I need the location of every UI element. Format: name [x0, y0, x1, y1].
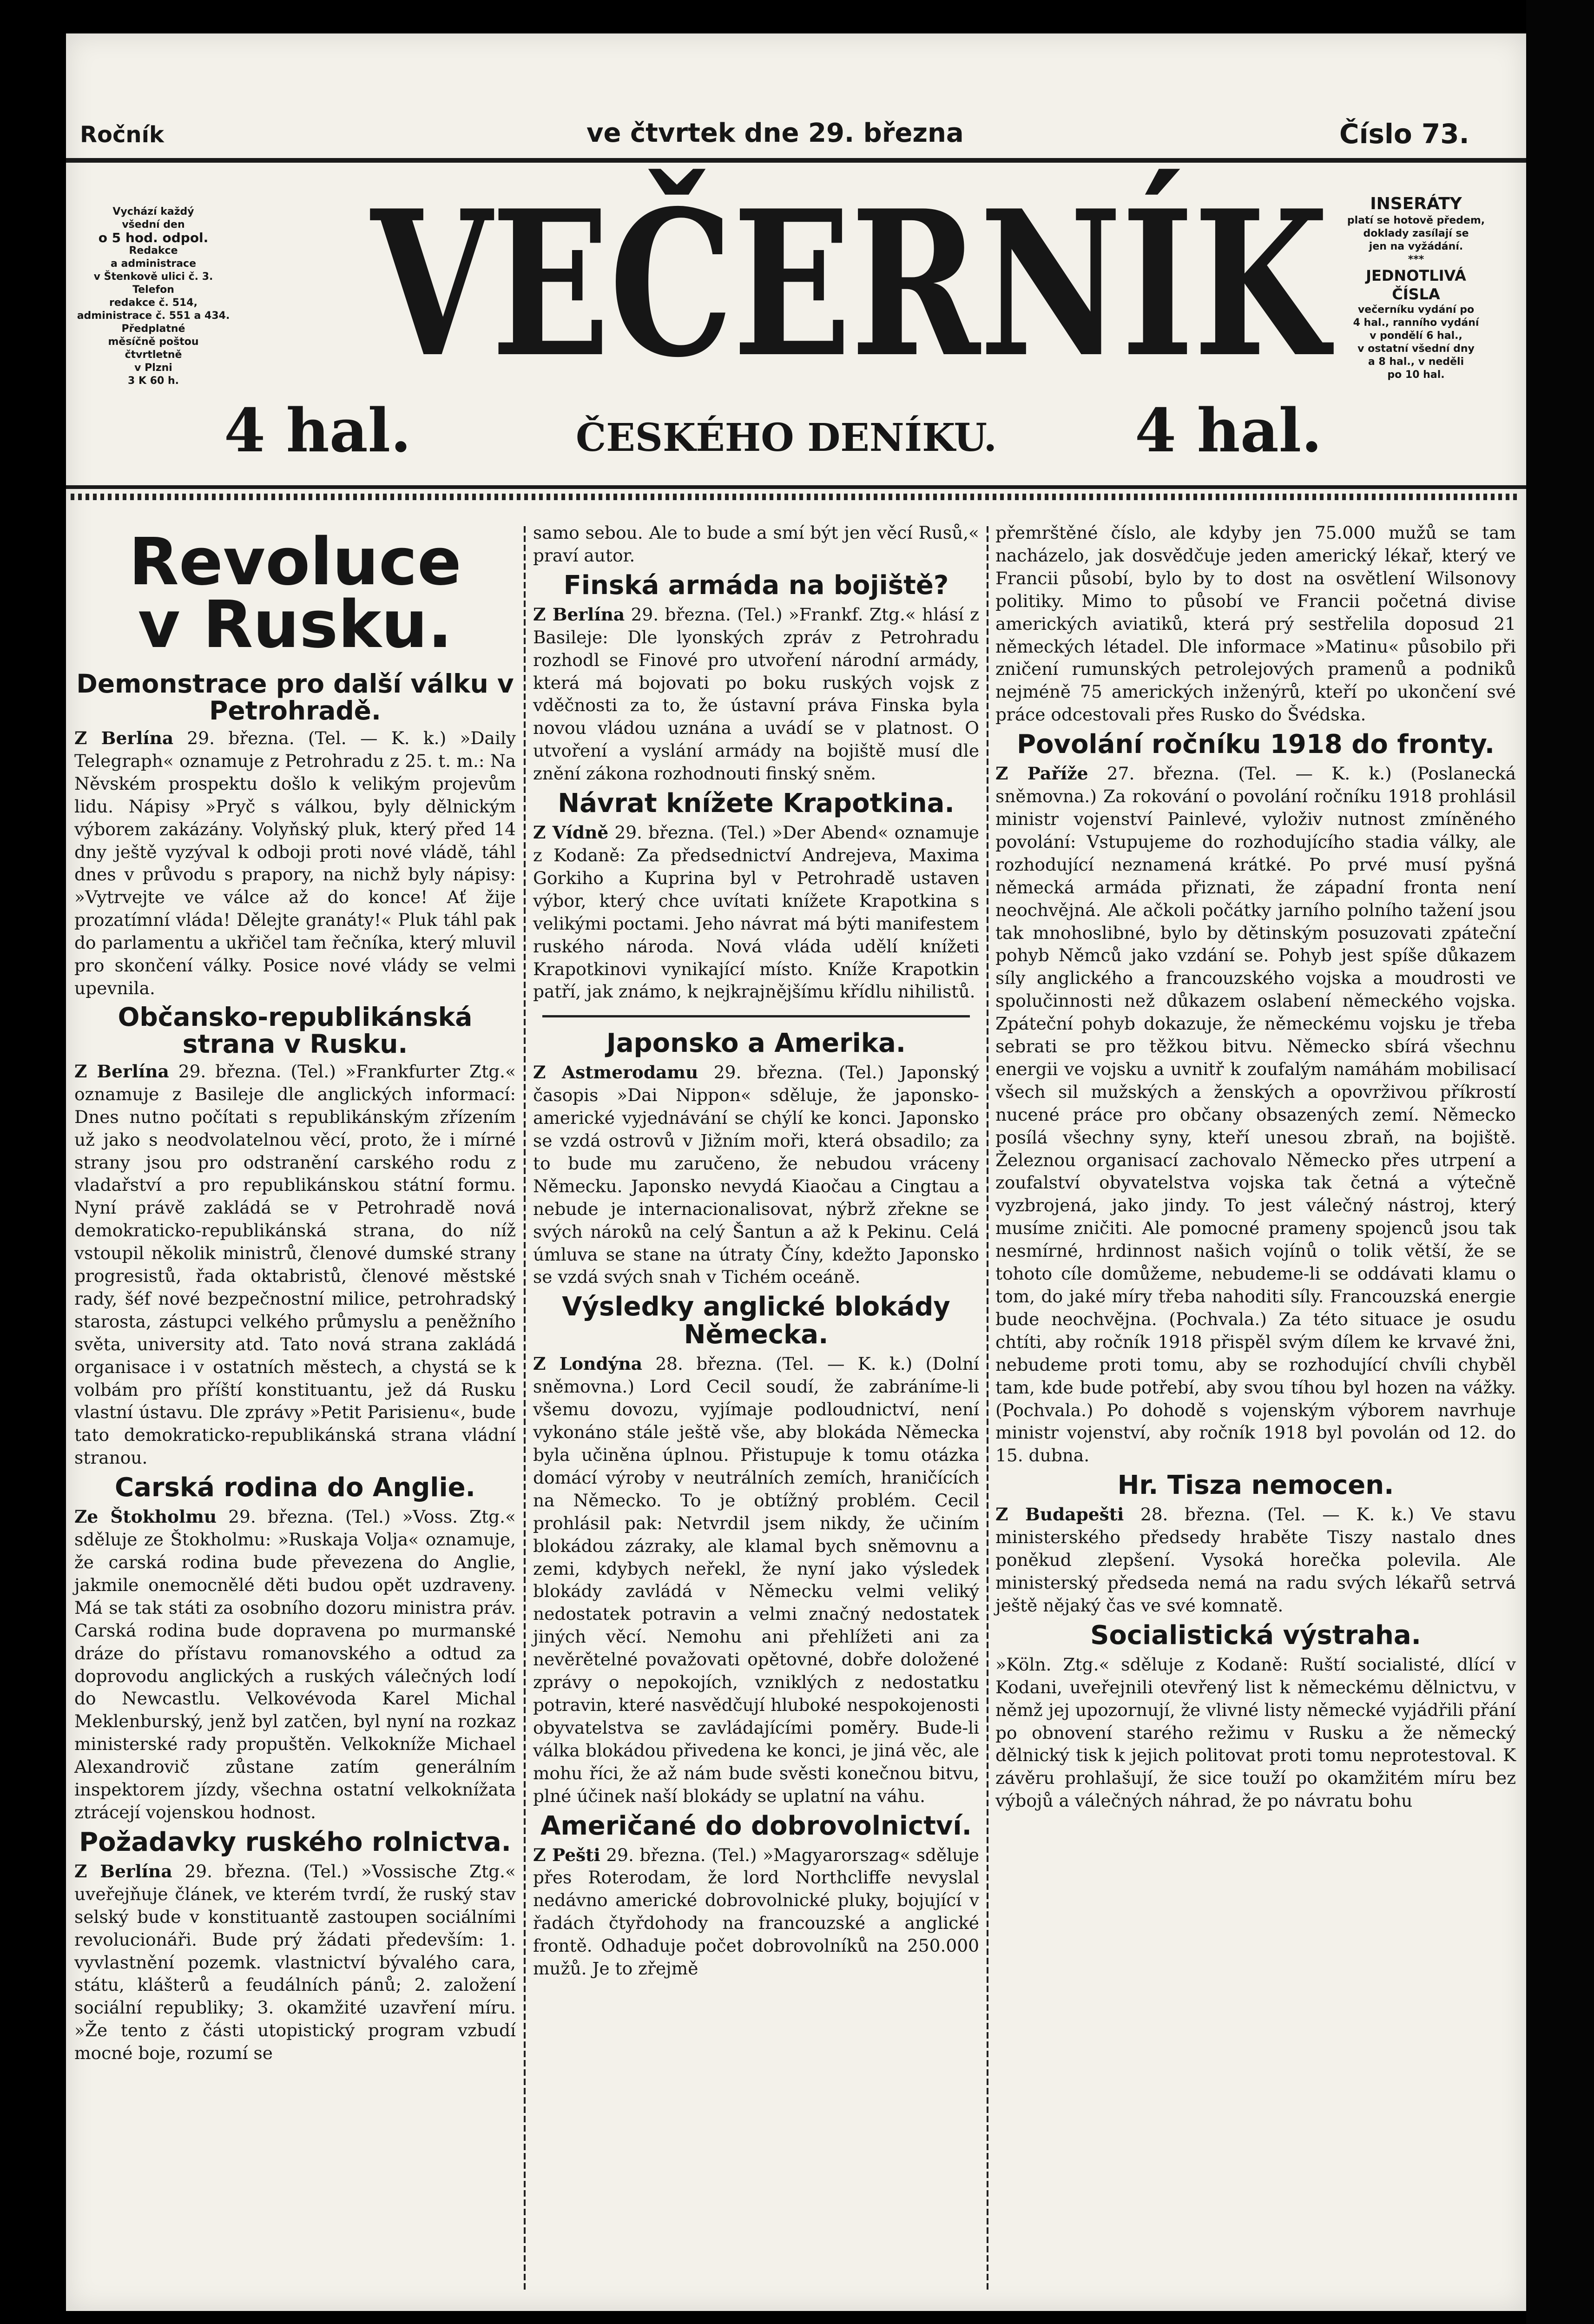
article-pozadavky [74, 1860, 516, 2065]
article-povolani [995, 762, 1516, 1467]
dateline: Z Astmerodamu [533, 1062, 698, 1083]
masthead-subtitle: ČESKÉHO DENÍKU. [575, 416, 997, 460]
info-line: a 8 hal., v neděli [1368, 356, 1464, 368]
headline-finska: Finská armáda na bojiště? [563, 570, 949, 601]
info-line: jen na vyžádání. [1369, 241, 1463, 252]
article-social: »Köln. Ztg.« sděluje z Kodaně: Ruští socialisté, dlící v Kodani, uveřejnili otevřený list k německému dělnictvu, v němž jej upozornují, že vlivné listy německé vyjádřili přání po obnovení starého režimu v Rusku a že německý dělnický tisk k jejich politovat proti tomu neprotestoval. K závěru prohlašují, že sice touží po okamžitém míru bez výbojů a válečných náhrad, že po návratu bohu [995, 1654, 1516, 1811]
left-info-box [74, 205, 232, 388]
article-americani [533, 1844, 979, 1980]
info-line: po 10 hal. [1387, 369, 1445, 381]
article-text: 28. března. (Tel. — K. k.) Ve stavu ministerského předsedy hraběte Tiszy nastalo dnes poněkud zlepšení. Vysoká horečka polevila. Ale ministerský předseda nemá na radu svých lékařů setrvá ještě nějaký čas ve své komnatě. [995, 1504, 1516, 1616]
price-right: 4 hal. [1135, 396, 1322, 466]
info-line: a administrace [110, 258, 197, 270]
headline-japonsko: Japonsko a Amerika. [606, 1028, 906, 1059]
article-tisza [995, 1503, 1516, 1617]
article-text: 29. března. (Tel.) »Frankf. Ztg.« hlásí z Basileje: Dle lyonských zpráv z Petrohradu rozhodl se Finové pro utvoření národní armády, která má bojovati po boku ruských vojsk z vděčnosti za to, že ústavní práva Finska byla novou vládou uznána a uvádí se v platnost. O utvoření a vyslání armády na bojiště musí dle znění zákona rozhodnouti finský sněm. [533, 604, 979, 784]
info-line: měsíčně poštou [108, 336, 199, 348]
dateline: Z Berlína [533, 604, 625, 625]
article-carska [74, 1505, 516, 1824]
dateline: Z Berlína [74, 728, 174, 748]
main-headline-line-2: v Rusku. [138, 587, 453, 663]
info-line: doklady zasílají se [1363, 228, 1469, 239]
article-text: 29. března. (Tel.) »Der Abend« oznamuje z Kodaně: Za předsednictví Andrejeva, Maxima Gorkiho a Kuprina byl v Petrohradě ustaven výbor, který chce uvítati knížete Krapotkina s velikými poctami. Jeho návrat má býti manifestem ruského národa. Nová vláda udělí knížeti Krapotkinovi vynikající místo. Kníže Krapotkin patří, jak známo, k nejkrajnějšímu křídlu nihilistů. [533, 822, 979, 1002]
info-line: v pondělí 6 hal., [1370, 330, 1462, 342]
newspaper-page [66, 33, 1526, 2311]
column-divider [987, 526, 988, 2292]
header-rule [66, 158, 1526, 163]
info-line: Redakce [129, 245, 178, 257]
article-obcansko [74, 1060, 516, 1469]
info-line: všední den [122, 219, 185, 231]
dateline: Z Pešti [533, 1844, 600, 1865]
headline-pozadavky: Požadavky ruského rolnictva. [79, 1827, 511, 1857]
header-issue-number: Číslo 73. [1339, 118, 1469, 150]
dateline: Z Vídně [533, 822, 609, 843]
info-line: platí se hotově předem, [1347, 215, 1485, 226]
headline-obcansko: Občansko-republikánská strana v Rusku. [118, 1002, 473, 1059]
info-line: 4 hal., ranního vydání [1353, 317, 1479, 329]
scan-border [1526, 0, 1594, 2324]
article-text: 29. března. (Tel.) Japonský časopis »Dai Nippon« sděluje, že japonsko-americké vyjednávání se chýlí ke konci. Japonsko se vzdá ostrovů v Jižním moři, která obsadilo; za to bude mu zaručeno, že nebudou vráceny Německu. Japonsko nevydá Kiaočau a Cingtau a nebude je internacionalisovat, nýbrž zřekne se svých nároků na celý Šantun a až k Pekinu. Celá úmluva se stane na útraty Číny, kdežto Japonsko se vzdá svých snah v Tichém oceáně. [533, 1062, 979, 1287]
info-line: 3 K 60 h. [128, 375, 179, 387]
headline-navrat: Návrat knížete Krapotkina. [558, 788, 955, 819]
info-line: administrace č. 551 a 434. [77, 310, 230, 322]
headline-povolani: Povolání ročníku 1918 do fronty. [1016, 729, 1495, 760]
article-text: 29. března. (Tel.) »Voss. Ztg.« sděluje ze Štokholmu: »Ruskaja Volja« oznamuje, že carská rodina bude převezena do Anglie, jakmile onemocnělé děti budou opět uzdraveny. Má se tak státi za osobního dozoru ministra práv. Carská rodina bude dopravena po murmanské dráze do přístavu romanovského a odtud za doprovodu anglických a ruských válečných lodí do Newcastlu. Velkovévoda Karel Michal Meklenburský, jenž byl zatčen, byl nyní na rozkaz ministerské rady propuštěn. Velkokníže Michael Alexandrovič zůstane zatím generálním inspektorem jízdy, všechna ostatní velkoknížata ztrácejí vojenskou hodnost. [74, 1506, 516, 1822]
headline-demonstrace: Demonstrace pro další válku v Petrohradě. [76, 669, 514, 726]
info-line: JEDNOTLIVÁ [1366, 267, 1466, 284]
dateline: Z Budapešti [995, 1504, 1124, 1525]
dateline: Z Berlína [74, 1861, 172, 1882]
main-headline-line-1: Revoluce [129, 524, 461, 600]
info-line: INSERÁTY [1370, 194, 1462, 213]
headline-tisza: Hr. Tisza nemocen. [1117, 1470, 1394, 1501]
info-line: o 5 hod. odpol. [98, 230, 209, 245]
column-3 [995, 522, 1516, 1812]
column-1 [74, 522, 516, 2065]
price-left: 4 hal. [224, 396, 411, 466]
info-line: v ostatní všední dny [1357, 343, 1475, 355]
article-text: 29. března. (Tel. — K. k.) »Daily Telegraph« oznamuje z Petrohradu z 25. t. m.: Na Něvském prospektu došlo k velikým projevům lidu. Nápisy »Pryč s válkou, byly dělnickým výborem zakázány. Volyňský pluk, který před 14 dny ještě vyzýval k odboji proti nové vládě, táhl dnes v průvodu s prapory, na nichž byly nápisy: »Vytrvejte ve válce až do konce! Ať žije prozatímní vláda! Dělejte granáty!« Pluk táhl pak do parlamentu a ukřičel tam řečníka, který mluvil pro skončení války. Posice nové vlády se velmi upevnila. [74, 728, 516, 998]
headline-carska: Carská rodina do Anglie. [115, 1472, 475, 1503]
info-line: Předplatné [121, 323, 185, 335]
info-line: Telefon [132, 284, 174, 296]
article-navrat [533, 821, 979, 1003]
info-line: Vychází každý [112, 206, 194, 218]
article-text: 29. března. (Tel.) »Vossische Ztg.« uveřejňuje článek, ve kterém tvrdí, že ruský stav selský bude v konstituantě zastoupen sociálními revolucionáři. Bude prý žádati především: 1. vyvlastnění pozemk. vlastnictví bývalého cara, státu, klášterů a feudálních pánů; 2. založení sociální republiky; 3. okamžité uzavření míru. »Že tento z části utopistický program vzbudí mocné boje, rozumí se [74, 1861, 516, 2064]
headline-vysledky: Výsledky anglické blokády Německa. [562, 1292, 950, 1350]
dateline: Z Londýna [533, 1353, 643, 1374]
section-rule [542, 1015, 970, 1017]
article-text: 29. března. (Tel.) »Frankfurter Ztg.« oznamuje z Basileje dle anglických informací: Dnes nutno počítati s republikánským zřízením už jako s neodvolatelnou věcí, proto, že i mírné strany jsou pro odstranění carského rodu z vladařství a pro republikánskou státní formu. Nyní právě zakládá se v Petrohradě nová demokraticko-republikánská strana, do níž vstoupil několik ministrů, členové dumské strany progresistů, řada oktabristů, členové městské rady, šéf nové bezpečnostní milice, petrohradský starosta, zástupci velkého průmyslu a peněžního světa, university atd. Tato nová strana zakládá organisace i v ostatních městech, a chystá se k volbám pro příští konstituantu, jež dá Rusku vlastní ústavu. Dle zprávy »Petit Parisienu«, bude tato demokraticko-republikánská strana vládní stranou. [74, 1061, 516, 1468]
article-text: 27. března. (Tel. — K. k.) (Poslanecká sněmovna.) Za rokování o povolání ročníku 1918 prohlásil ministr vojenství Painlevé, vyloživ nutnost zmíněného povolání: Vstupujeme do rozhodujícího stadia války, ale rozhodující neznamená krátké. Po prvé musí pyšná německá armáda přiznati, že západní fronta není neochvějná. Ale ačkoli počátky jarního polního tažení jsou tak mnohoslibné, bylo by dětinským posuzovati zpáteční pohyb Němců jako vzdání se. Pohyb jest spíše důkazem síly anglického a francouzského vojska a moudrosti ve spolučinnosti než důkazem oslabení německého vojska. Zpáteční pohyb dokazuje, že německému vojsku je třeba sebrati se pro těžkou bitvu. Německo sbírá všechnu energii ve vojsku a uvnitř k zoufalým namáhám mobilisací všech sil mužských a ženských a opovrživou příkrostí nucené práce pro občany obsazených zemí. Německo posílá všechny syny, kteří unesou zbraň, na bojiště. Železnou organisací zachovalo Německo přes utrpení a zoufalství obyvatelstva vojska tak četná a výtečně vyzbrojená, jako jindy. To jest válečný nástroj, který musíme zničiti. Ale pomocné prameny spojenců jsou tak nesmírné, hrdinnost našich vojínů o tolik větší, že se tohoto cíle domůžeme, nebudeme-li se oddávati klamu o tom, do jaké míry třeba nahoditi síly. Francouzská energie bude neochvějna. (Pochvala.) Za této situace je osudu chtíti, aby ročník 1918 přispěl svým dílem ke krvavé žni, nebudeme proti tomu, aby se rozhodující chvíli chyběl tam, kde bude potřebí, aby svou tíhou byl hozen na vážky. (Pochvala.) Po dohodě s vojenským výborem navrhuje ministr vojenství, aby ročník 1918 byl povolán od 12. do 15. dubna. [995, 763, 1516, 1466]
info-line: večerníku vydání po [1357, 304, 1475, 316]
info-line: redakce č. 514, [109, 297, 198, 309]
dateline: Ze Štokholmu [74, 1506, 217, 1527]
headline-social: Socialistická výstraha. [1090, 1620, 1421, 1651]
article-text: 28. března. (Tel. — K. k.) (Dolní sněmovna.) Lord Cecil soudí, že zabráníme-li všemu dovozu, vyjímaje podloudnictví, není vykonáno stále ještě vše, aby blokáda Německa byla učiněna úplnou. Přistupuje k tomu otázka domácí výroby v neutrálních zemích, hraničících na Německo. To je obtížný problém. Cecil prohlásil pak: Netvrdil jsem nikdy, že učiním blokádou zázraky, ale klamal bych sněmovnu a zemi, kdybych neřekl, že nyní jako výsledek blokády zavládá v Německu velmi veliký nedostatek potravin a velmi značný nedostatek jiných věcí. Nemohu ani přehlížeti ani za nevěrětelné považovati opětovné, dobře doložené zprávy o nepokojích, vzniklých z nedostatku potravin, které nasvědčují hluboké nespokojenosti obyvatelstva se zavládajícími poměry. Bude-li válka blokádou přivedena ke konci, je jiná věc, ale mohu říci, že až nám bude svěsti konečnou bitvu, plné účinek naší blokády se uplatní na váhu. [533, 1353, 979, 1806]
article-demonstrace [74, 727, 516, 1000]
header-date: ve čtvrtek dne 29. března [586, 118, 964, 148]
info-line: v Plzni [134, 362, 172, 374]
column-2 [533, 522, 979, 1980]
dateline: Z Paříže [995, 763, 1088, 784]
dateline: Z Berlína [74, 1061, 169, 1082]
info-line: *** [1408, 254, 1424, 265]
masthead-title: VEČERNÍK [371, 167, 1328, 402]
article-continuation: přemrštěné číslo, ale kdyby jen 75.000 mužů se tam nacházelo, jak dosvědčuje jeden americký lékař, který ve Francii působí, bylo by to dost na osvětlení Wilsonovy politiky. Mimo to působí ve Francii početná divise amerických aviatiků, která prý sestřelila doposud 21 německých létadel. Dle informace »Matinu« působilo při zničení rumunských petrolejových pramenů a podniků nejméně 75 amerických inženýrů, kteří po ukončení své práce odcestovali přes Rusko do Švédska. [995, 522, 1516, 725]
column-divider [524, 526, 526, 2292]
article-vysledky [533, 1353, 979, 1807]
article-continuation: samo sebou. Ale to bude a smí být jen věcí Rusů,« praví autor. [533, 522, 979, 566]
article-text: 29. března. (Tel.) »Magyarorszag« sděluje přes Roterodam, že lord Northcliffe nevyslal nedávno americké dobrovolnické pluky, bojující v řadách čtyřdohody na francouzské a anglické frontě. Odhaduje počet dobrovolníků na 250.000 mužů. Je to zřejmě [533, 1844, 979, 1979]
masthead-dotted-rule [71, 494, 1517, 500]
info-line: čtvrtletně [125, 349, 182, 361]
article-finska [533, 603, 979, 785]
article-japonsko [533, 1061, 979, 1288]
right-info-box [1339, 194, 1493, 382]
header-rocnik: Ročník [80, 122, 164, 148]
info-line: v Štenkově ulici č. 3. [93, 271, 213, 283]
masthead-rule [66, 485, 1526, 489]
headline-americani: Američané do dobrovolnictví. [540, 1810, 972, 1841]
info-line: ČÍSLA [1392, 285, 1440, 303]
